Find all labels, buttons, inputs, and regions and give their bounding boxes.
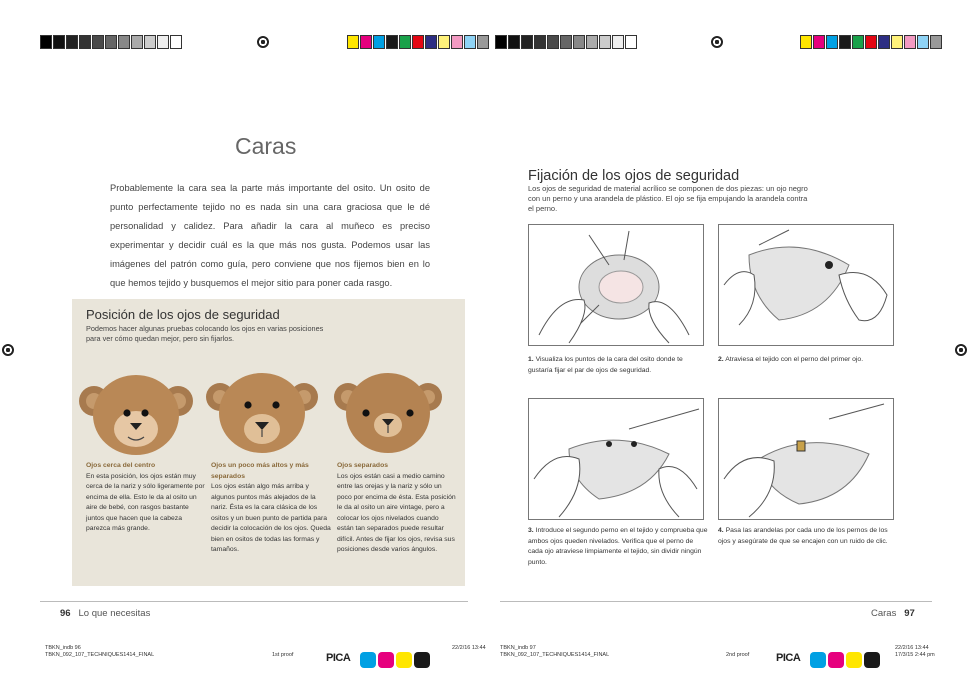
slug-filename: TBKN_indb 97 xyxy=(500,645,536,651)
registration-mark-icon xyxy=(955,344,967,356)
eye-option-column xyxy=(211,461,331,556)
step-text: Introduce el segundo perno en el tejido y comprueba que ambos ojos queden nivelados. Verifica que el perno de cada ojo atraviese limpiamente el tejido, sin dividir ningún punto. xyxy=(528,527,708,566)
page-number: 97 xyxy=(904,608,915,619)
step-number: 2. xyxy=(718,356,724,363)
cmyk-swatches-left xyxy=(360,652,432,668)
step-number: 3. xyxy=(528,527,534,534)
eye-option-column xyxy=(337,461,457,556)
page-number: 96 xyxy=(60,608,71,619)
section-subtitle: Los ojos de seguridad de material acrílico se componen de dos piezas: un ojo negro con un perno y una arandela de plástico. El ojo se fija empujando la arandela contra el perno. xyxy=(528,184,808,213)
color-bar-center-gray xyxy=(495,35,638,49)
registration-mark-icon xyxy=(257,36,269,48)
eye-option-heading: Ojos un poco más altos y más separados xyxy=(211,462,309,480)
slug-left-proof xyxy=(272,652,293,659)
step-number: 1. xyxy=(528,356,534,363)
panel-subtitle: Podemos hacer algunas pruebas colocando los ojos en varias posiciones para ver cómo quedan mejor, pero sin fijarlos. xyxy=(86,324,324,343)
slug-job: TBKN_092_107_TECHNIQUES1414_FINAL xyxy=(500,652,610,658)
footer-right xyxy=(871,608,915,619)
slug-right-proof xyxy=(726,652,749,659)
footer-rule-left xyxy=(40,601,468,602)
color-bar-left-cmyk xyxy=(347,35,490,49)
slug-date: 22/2/16 13:44 xyxy=(895,645,929,651)
eye-position-panel xyxy=(72,299,465,586)
step-4-illustration xyxy=(718,398,894,520)
slug-job: TBKN_092_107_TECHNIQUES1414_FINAL xyxy=(45,652,155,658)
slug-filename: TBKN_indb 96 xyxy=(45,645,81,651)
step-1-illustration xyxy=(528,224,704,346)
teddy-face-close-eyes-image xyxy=(78,367,194,457)
color-bar-left-gray xyxy=(40,35,183,49)
slug-right-date xyxy=(895,645,935,659)
slug-date: 17/3/15 2:44 pm xyxy=(895,652,935,658)
step-text: Atraviesa el tejido con el perno del primer ojo. xyxy=(725,356,864,363)
eye-option-heading: Ojos separados xyxy=(337,462,388,469)
step-number: 4. xyxy=(718,527,724,534)
eye-option-body: Los ojos están algo más arriba y algunos puntos más alejados de la nariz. Ésta es la cara clásica de los ositos y un buen punto de partida para decidir la colocación de los ojos. Queda bien en ositos de todas las formas y tamaños. xyxy=(211,483,331,553)
slug-left-date xyxy=(452,645,486,652)
pica-logo: PICA xyxy=(326,652,351,664)
intro-paragraph: Probablemente la cara sea la parte más importante del osito. Un osito de punto perfectamente tejido no es nada sin una cara graciosa que le dé personalidad y calidez. Para añadir la cara al muñeco es preciso experimentar y decidir cuál es la que más nos gusta. Podemos usar las imágenes del patrón como guía, pero conviene que nos fijemos bien en lo que hemos tejido y busquemos el mejor sitio para poner cada rasgo. xyxy=(110,183,430,289)
step-2-caption xyxy=(718,355,898,366)
step-2-illustration xyxy=(718,224,894,346)
cmyk-swatches-right xyxy=(810,652,882,668)
page-title: Caras xyxy=(235,133,297,160)
section-title: Fijación de los ojos de seguridad xyxy=(528,168,740,184)
pica-logo: PICA xyxy=(776,652,801,664)
step-text: Pasa las arandelas por cada uno de los pernos de los ojos y asegúrate de que se encajen con un ruido de clic. xyxy=(718,527,888,545)
slug-proof: 1st proof xyxy=(272,652,294,658)
color-bar-right-cmyk xyxy=(800,35,943,49)
registration-mark-icon xyxy=(711,36,723,48)
chapter-name: Caras xyxy=(871,608,897,619)
teddy-face-higher-eyes-image xyxy=(204,367,320,457)
step-3-caption xyxy=(528,526,708,568)
footer-rule-right xyxy=(500,601,932,602)
teddy-face-wide-eyes-image xyxy=(330,367,446,457)
step-4-caption xyxy=(718,526,898,547)
slug-date: 22/2/16 13:44 xyxy=(452,645,486,651)
eye-option-body: Los ojos están casi a medio camino entre las orejas y la nariz y sólo un poco por encima de ésta. Esta posición le da al osito un aire vintage, pero a colocar los ojos nivelados cuando están tan separados puede resultar difícil. Antes de fijar los ojos, revisa sus posiciones desde varios ángulos. xyxy=(337,472,456,553)
step-text: Visualiza los puntos de la cara del osito donde te gustaría fijar el par de ojos de seguridad. xyxy=(528,356,683,374)
step-3-illustration xyxy=(528,398,704,520)
slug-left-file xyxy=(45,645,154,659)
slug-proof: 2nd proof xyxy=(726,652,750,658)
eye-option-heading: Ojos cerca del centro xyxy=(86,462,156,469)
slug-right-file xyxy=(500,645,609,659)
panel-title: Posición de los ojos de seguridad xyxy=(86,307,280,322)
footer-left xyxy=(60,608,150,619)
eye-option-body: En esta posición, los ojos están muy cerca de la nariz y sólo ligeramente por encima de ella. Esto le da al osito un aire de bebé, con rasgos bastante juntos que hacen que la cabeza parezca más grande. xyxy=(86,472,205,532)
step-1-caption xyxy=(528,355,708,376)
chapter-name: Lo que necesitas xyxy=(78,608,151,619)
registration-mark-icon xyxy=(2,344,14,356)
eye-option-column xyxy=(86,461,206,535)
